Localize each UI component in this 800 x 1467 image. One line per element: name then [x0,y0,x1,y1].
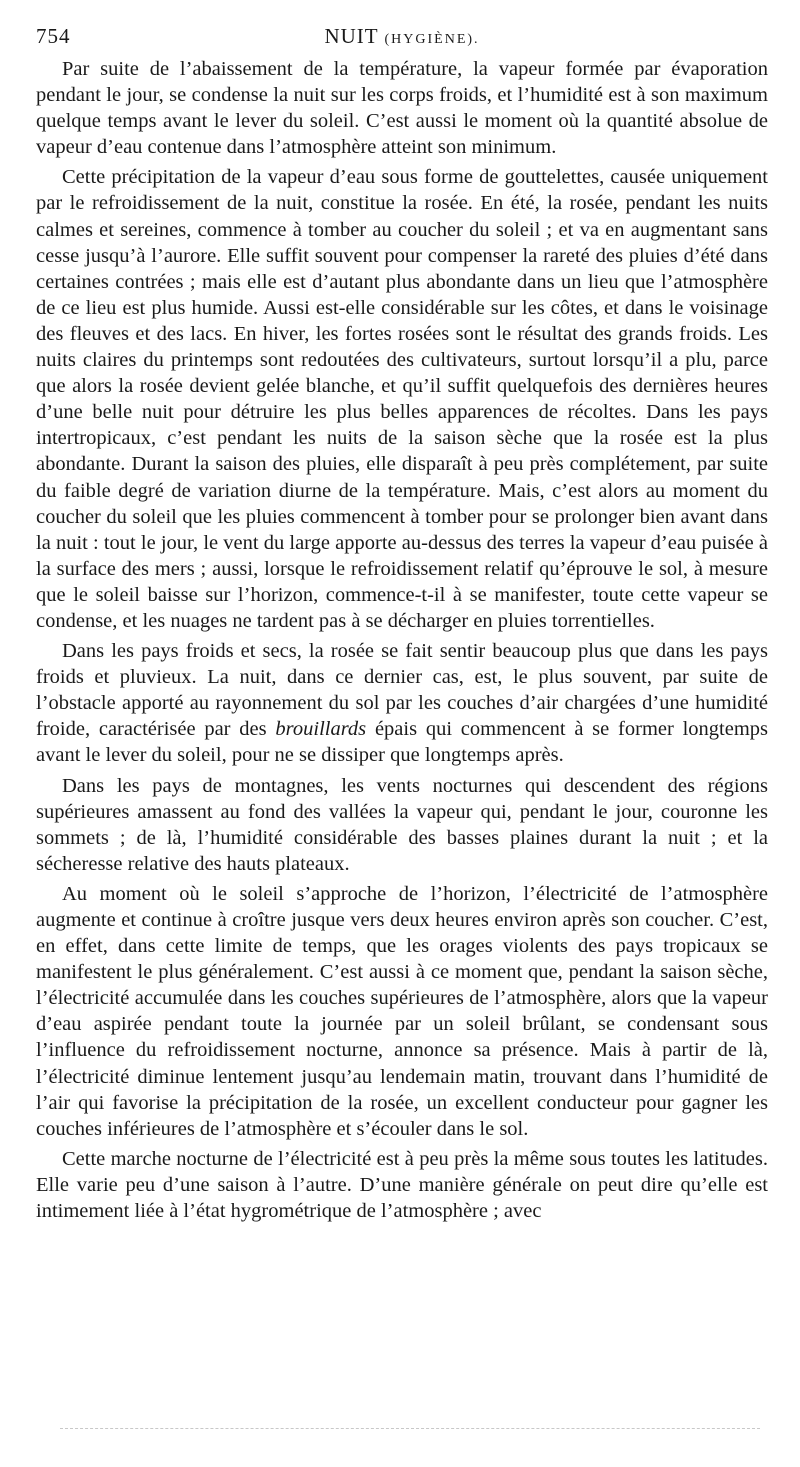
paragraph-1: Par suite de l’abaissement de la température, la vapeur formée par évaporation pendant le jour, se condense la nuit sur les corps froids, et l’humidité est à son maximum quelque temps avant le lever du soleil. C’est aussi le moment où la quantité absolue de vapeur d’eau contenue dans l’atmosphère atteint son minimum. [36,58,768,159]
emphasis-brouillards: brouillards [275,718,367,741]
body-text [36,56,768,1224]
paragraph-3 [36,638,768,768]
paragraph-3-after: épais qui commencent à se former longtemps avant le lever du soleil, pour ne se dissiper que longtemps après. [36,718,769,767]
page [36,22,768,1224]
running-head [36,22,768,56]
paragraph-5: Au moment où le soleil s’approche de l’horizon, l’électricité de l’atmosphère augmente et continue à croître jusque vers deux heures environ après son coucher. C’est, en effet, dans cette limite de temps, que les orages violents des pays tropicaux se manifestent le plus généralement. C’est aussi à ce moment que, pendant la saison sèche, l’électricité accumulée dans les couches supérieures de l’atmosphère, alors que la vapeur d’eau aspirée pendant toute la journée par un soleil brûlant, se condensant sous l’influence du refroidissement nocturne, annonce sa présence. Mais à partir de là, l’électricité diminue lentement jusqu’au lendemain matin, trouvant dans l’humidité de l’air qui favorise la précipitation de la rosée, un excellent conducteur pour gagner les couches inférieures de l’atmosphère et s’écouler dans le sol. [36,882,768,1140]
page-number: 754 [36,24,71,48]
paragraph-2: Cette précipitation de la vapeur d’eau sous forme de gouttelettes, causée uniquement par le refroidissement de la nuit, constitue la rosée. En été, la rosée, pendant les nuits calmes et sereines, commence à tomber au coucher du soleil ; et va en augmentant sans cesse jusqu’à l’aurore. Elle suffit souvent pour compenser la rareté des pluies d’été dans certaines contrées ; mais elle est d’autant plus abondante dans un lieu que l’atmosphère de ce lieu est plus humide. Aussi est-elle considérable sur les côtes, et dans le voisinage des fleuves et des lacs. En hiver, les fortes rosées sont le résultat des grands froids. Les nuits claires du printemps sont redoutées des cultivateurs, surtout lorsqu’il a plu, parce que alors la rosée devient gelée blanche, et qu’il suffit quelquefois des dernières heures d’une belle nuit pour détruire les plus belles apparences de récoltes. Dans les pays intertropicaux, c’est pendant les nuits de la saison sèche que la rosée est la plus abondante. Durant la saison des pluies, elle disparaît à peu près complétement, par suite du faible degré de variation diurne de la température. Mais, c’est alors au moment du coucher du soleil que les pluies commencent à tomber pour se prolonger bien avant dans la nuit : tout le jour, le vent du large apporte au-dessus des terres la vapeur d’eau puisée à la surface des mers ; aussi, lorsque le refroidissement relatif qu’éprouve le sol, à mesure que le soleil baisse sur l’horizon, commence-t-il à se manifester, toute cette vapeur se condense, et les nuages ne tardent pas à se décharger en pluies torrentielles. [36,166,768,632]
title-sub: (HYGIÈNE). [384,32,480,47]
paragraph-4: Dans les pays de montagnes, les vents nocturnes qui descendent des régions supérieures amassent au fond des vallées la vapeur qui, pendant le jour, couronne les sommets ; de là, l’humidité considérable des basses plaines durant la nuit ; et la sécheresse relative des hauts plateaux. [36,774,768,875]
title-main: NUIT [324,24,379,48]
paragraph-3-before: Dans les pays froids et secs, la rosée se fait sentir beaucoup plus que dans les pays froids et pluvieux. La nuit, dans ce dernier cas, est, le plus souvent, par suite de l’obstacle apporté au rayonnement du sol par les couches d’air chargées d’une humidité froide, caractérisée par des [36,640,768,741]
paragraph-6: Cette marche nocturne de l’électricité est à peu près la même sous toutes les latitudes. Elle varie peu d’une saison à l’autre. D’une manière générale on peut dire qu’elle est intimement liée à l’état hygrométrique de l’atmosphère ; avec [36,1147,768,1223]
bottom-rule [60,1428,760,1429]
running-title [36,24,768,49]
